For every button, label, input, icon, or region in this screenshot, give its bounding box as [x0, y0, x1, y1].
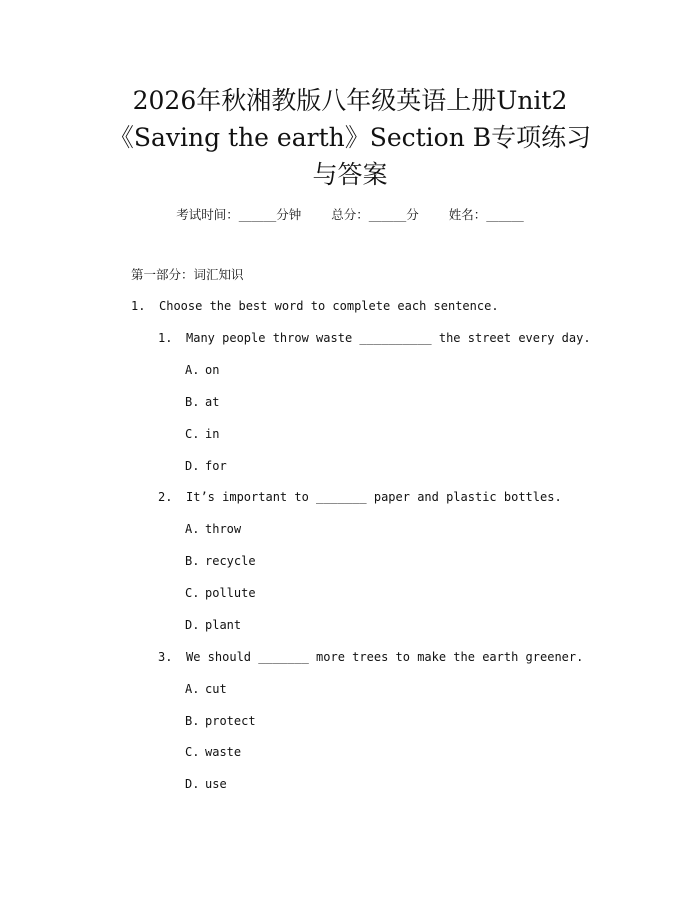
task-number: 1. — [131, 299, 146, 313]
option — [185, 363, 219, 377]
question-text: We should _______ more trees to make the earth greener. — [186, 650, 584, 664]
option — [185, 554, 256, 568]
option-letter: B. — [185, 714, 200, 728]
option-text: recycle — [205, 554, 256, 568]
option — [185, 777, 227, 791]
option-text: plant — [205, 618, 242, 632]
option-letter: C. — [185, 745, 200, 759]
exam-time: 考试时间：______分钟 — [176, 207, 302, 222]
question-text: It’s important to _______ paper and plastic bottles. — [186, 490, 562, 504]
exam-score: 总分：______分 — [331, 207, 419, 222]
option — [185, 459, 227, 473]
option — [185, 427, 219, 441]
option — [185, 395, 219, 409]
option-letter: A. — [185, 682, 200, 696]
option-text: pollute — [205, 586, 256, 600]
option-text: waste — [205, 745, 242, 759]
option-text: cut — [205, 682, 227, 696]
task-text: Choose the best word to complete each sentence. — [159, 299, 499, 313]
question-number: 3. — [158, 650, 173, 664]
option-text: use — [205, 777, 227, 791]
question-text: Many people throw waste __________ the street every day. — [186, 331, 591, 345]
exam-info — [0, 205, 700, 223]
option-letter: D. — [185, 777, 200, 791]
option-letter: B. — [185, 554, 200, 568]
option-text: in — [205, 427, 220, 441]
question — [158, 331, 591, 345]
title-line: 2026年秋湘教版八年级英语上册Unit2 — [132, 86, 568, 115]
question — [158, 650, 583, 664]
option — [185, 522, 241, 536]
task-instruction — [131, 299, 499, 313]
option-letter: C. — [185, 586, 200, 600]
option-text: throw — [205, 522, 242, 536]
option-text: on — [205, 363, 220, 377]
option-letter: C. — [185, 427, 200, 441]
option — [185, 714, 256, 728]
option-letter: A. — [185, 363, 200, 377]
page-title — [60, 82, 640, 193]
option — [185, 745, 241, 759]
question — [158, 490, 562, 504]
title-line: 《Saving the earth》Section B专项练习 — [108, 123, 592, 152]
option-letter: A. — [185, 522, 200, 536]
question-number: 1. — [158, 331, 173, 345]
option-letter: B. — [185, 395, 200, 409]
option-text: protect — [205, 714, 256, 728]
section-title: 第一部分：词汇知识 — [131, 267, 244, 282]
option — [185, 586, 256, 600]
option-text: for — [205, 459, 227, 473]
exam-name: 姓名：______ — [448, 207, 524, 222]
option — [185, 682, 227, 696]
option — [185, 618, 241, 632]
option-letter: D. — [185, 459, 200, 473]
title-line: 与答案 — [312, 160, 388, 189]
option-letter: D. — [185, 618, 200, 632]
question-number: 2. — [158, 490, 173, 504]
option-text: at — [205, 395, 220, 409]
